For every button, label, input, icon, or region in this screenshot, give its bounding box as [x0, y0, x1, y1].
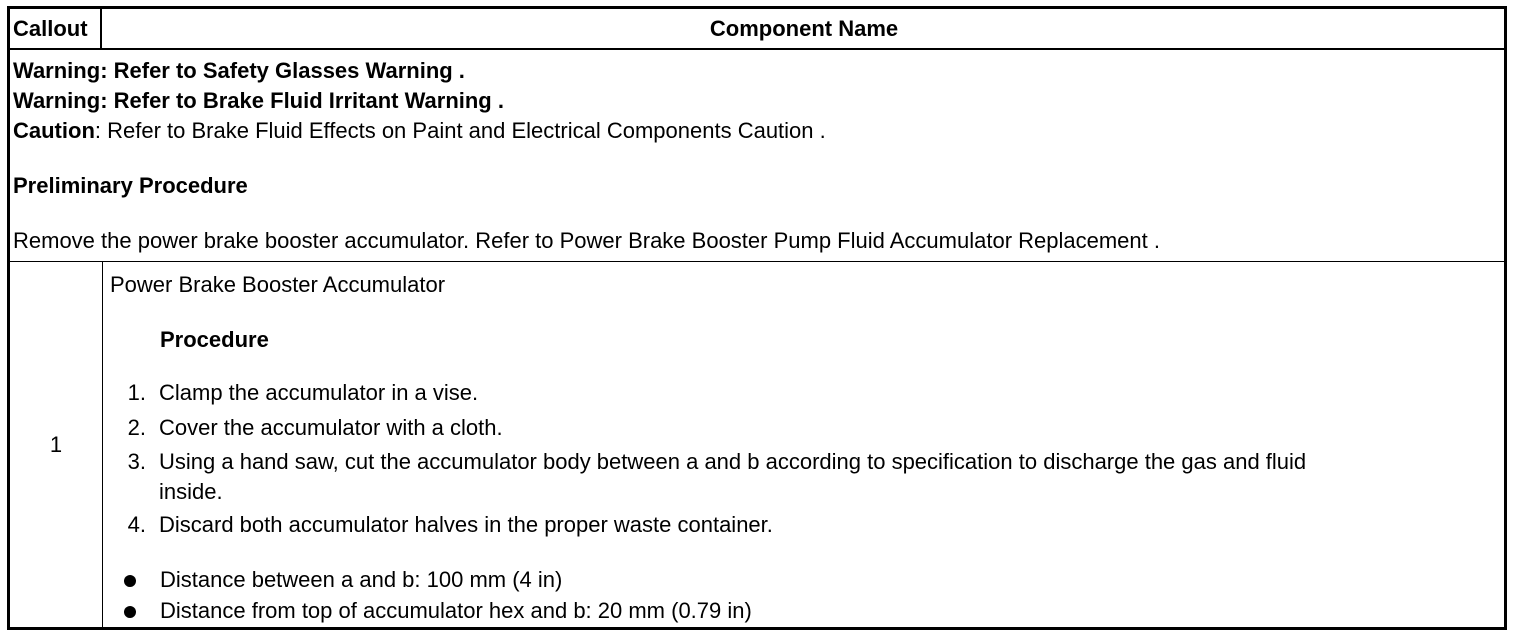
warning-text: : Refer to Brake Fluid Irritant Warning .	[100, 88, 504, 113]
callout-header: Callout	[10, 9, 102, 48]
procedure-title: Procedure	[160, 327, 269, 352]
caution-text: : Refer to Brake Fluid Effects on Paint and Electrical Components Caution .	[94, 118, 826, 143]
warning-label: Warning	[13, 58, 101, 83]
notes-section	[10, 50, 1504, 262]
bullet-icon	[124, 606, 136, 618]
caution-paint	[13, 118, 826, 144]
component-cell: Power Brake Booster Accumulator Procedure 1. Clamp the accumulator in a vise. 2. Cover the accumulator with a cloth. 3. Using a hand saw, cut the accumulator body between a and b according to specification to discharge the gas and fluid inside. 4. Discard both accumulator halves in the proper waste container. Distance between a and b: 100 mm (4 in) Distance from top of accumulator hex and b: 20 mm (0.79 in)	[110, 272, 1307, 623]
component-name: Power Brake Booster Accumulator	[110, 272, 446, 297]
preliminary-procedure-text: Remove the power brake booster accumulator. Refer to Power Brake Booster Pump Fluid Accumulator Replacement .	[13, 228, 1160, 253]
warning-brake-fluid	[13, 88, 504, 114]
component-name-header: Component Name	[709, 16, 899, 41]
table-row	[10, 262, 1504, 627]
table-header	[10, 9, 1504, 50]
bullet-icon	[124, 575, 136, 587]
warning-text: : Refer to Safety Glasses Warning .	[100, 58, 465, 83]
component-table	[7, 6, 1507, 630]
warning-safety-glasses	[13, 58, 465, 84]
preliminary-procedure-title: Preliminary Procedure	[13, 173, 248, 198]
warning-label: Warning	[13, 88, 101, 113]
caution-label: Caution	[13, 118, 95, 143]
callout-number: 1	[10, 262, 103, 627]
